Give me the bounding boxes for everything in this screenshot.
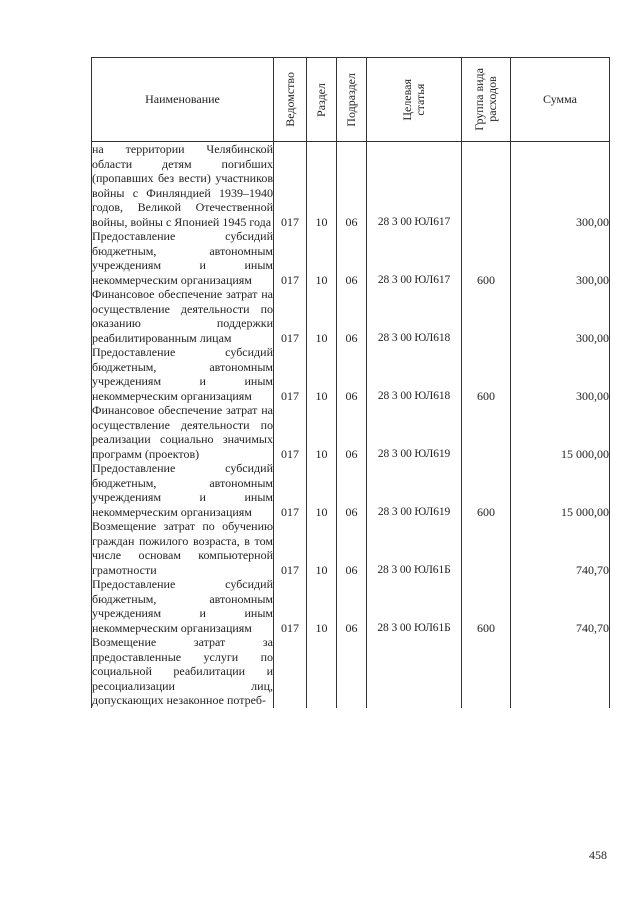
row-summa: 15 000,00	[511, 403, 610, 461]
header-name-label: Наименование	[145, 92, 220, 106]
row-gruppa: 600	[462, 461, 511, 519]
table-header-row	[92, 58, 610, 142]
row-gruppa	[462, 287, 511, 345]
row-summa: 300,00	[511, 142, 610, 230]
row-gruppa: 600	[462, 229, 511, 287]
row-razdel: 10	[307, 229, 337, 287]
row-vedomstvo: 017	[274, 577, 307, 635]
header-razdel	[307, 58, 337, 142]
row-name: Предоставление субсидий бюджетным, автономным учреждениям и иным некоммерческим организациям	[92, 461, 273, 519]
row-razdel	[307, 635, 337, 708]
table-row	[92, 403, 610, 461]
row-tselevaya-statya: 28 3 00 ЮЛ617	[367, 229, 462, 287]
table-row	[92, 461, 610, 519]
row-summa: 300,00	[511, 287, 610, 345]
row-gruppa: 600	[462, 577, 511, 635]
row-razdel: 10	[307, 519, 337, 577]
row-summa: 740,70	[511, 577, 610, 635]
row-vedomstvo: 017	[274, 345, 307, 403]
row-tselevaya-statya	[367, 635, 462, 708]
row-name: на территории Челябинской области детям погибших (пропавших без вести) участников войны с Финляндией 1939–1940 годов, Великой Отечественной войны, войны с Японией 1945 года	[92, 142, 273, 229]
row-podrazdel: 06	[337, 142, 367, 230]
header-razdel-label: Раздел	[314, 82, 328, 117]
row-podrazdel: 06	[337, 461, 367, 519]
row-vedomstvo: 017	[274, 403, 307, 461]
header-vedomstvo-label: Ведомство	[282, 72, 297, 127]
header-summa-label: Сумма	[543, 92, 577, 106]
table-row	[92, 142, 610, 230]
row-razdel: 10	[307, 142, 337, 230]
row-gruppa	[462, 519, 511, 577]
row-razdel: 10	[307, 345, 337, 403]
row-summa: 15 000,00	[511, 461, 610, 519]
row-podrazdel: 06	[337, 403, 367, 461]
row-tselevaya-statya: 28 3 00 ЮЛ618	[367, 345, 462, 403]
row-name: Возмещение затрат за предоставленные услуги по социальной реабилитации и ресоциализации лиц, допускающих незаконное потреб-	[92, 635, 273, 707]
row-summa	[511, 635, 610, 708]
row-tselevaya-statya: 28 3 00 ЮЛ619	[367, 461, 462, 519]
row-razdel: 10	[307, 403, 337, 461]
table-row	[92, 635, 610, 708]
row-vedomstvo	[274, 635, 307, 708]
header-tselevaya-statya	[367, 58, 462, 142]
header-podrazdel	[337, 58, 367, 142]
row-gruppa	[462, 403, 511, 461]
row-razdel: 10	[307, 287, 337, 345]
table-row	[92, 229, 610, 287]
header-vedomstvo	[274, 58, 307, 142]
header-tselevaya-label: Целевая статья	[400, 78, 427, 121]
header-podrazdel-label: Подраздел	[344, 72, 358, 127]
row-name: Предоставление субсидий бюджетным, автономным учреждениям и иным некоммерческим организациям	[92, 229, 273, 287]
row-tselevaya-statya: 28 3 00 ЮЛ61Б	[367, 519, 462, 577]
row-summa: 300,00	[511, 229, 610, 287]
row-summa: 740,70	[511, 519, 610, 577]
row-name: Финансовое обеспечение затрат на осуществление деятельности по реализации социально значимых программ (проектов)	[92, 403, 273, 461]
row-gruppa: 600	[462, 345, 511, 403]
row-tselevaya-statya: 28 3 00 ЮЛ61Б	[367, 577, 462, 635]
budget-table	[91, 57, 610, 708]
table-row	[92, 519, 610, 577]
row-vedomstvo: 017	[274, 142, 307, 230]
row-name: Предоставление субсидий бюджетным, автономным учреждениям и иным некоммерческим организациям	[92, 345, 273, 403]
table-row	[92, 345, 610, 403]
table-row	[92, 287, 610, 345]
row-tselevaya-statya: 28 3 00 ЮЛ617	[367, 142, 462, 230]
row-razdel: 10	[307, 577, 337, 635]
row-podrazdel: 06	[337, 229, 367, 287]
table-row	[92, 577, 610, 635]
row-podrazdel: 06	[337, 577, 367, 635]
row-vedomstvo: 017	[274, 519, 307, 577]
row-tselevaya-statya: 28 3 00 ЮЛ618	[367, 287, 462, 345]
row-razdel: 10	[307, 461, 337, 519]
row-gruppa	[462, 635, 511, 708]
row-vedomstvo: 017	[274, 461, 307, 519]
row-summa: 300,00	[511, 345, 610, 403]
header-name	[92, 58, 274, 142]
row-name: Финансовое обеспечение затрат на осуществление деятельности по оказанию поддержки реабилитированным лицам	[92, 287, 273, 345]
row-name: Возмещение затрат по обучению граждан пожилого возраста, в том числе основам компьютерной грамотности	[92, 519, 273, 577]
header-summa	[511, 58, 610, 142]
row-name: Предоставление субсидий бюджетным, автономным учреждениям и иным некоммерческим организациям	[92, 577, 273, 635]
row-gruppa	[462, 142, 511, 230]
row-podrazdel	[337, 635, 367, 708]
header-gruppa-label: Группа вида расходов	[472, 68, 499, 131]
row-podrazdel: 06	[337, 519, 367, 577]
row-podrazdel: 06	[337, 287, 367, 345]
page-number: 458	[589, 848, 607, 862]
header-gruppa-vida-raskhodov	[462, 58, 511, 142]
row-podrazdel: 06	[337, 345, 367, 403]
row-vedomstvo: 017	[274, 229, 307, 287]
row-tselevaya-statya: 28 3 00 ЮЛ619	[367, 403, 462, 461]
row-vedomstvo: 017	[274, 287, 307, 345]
